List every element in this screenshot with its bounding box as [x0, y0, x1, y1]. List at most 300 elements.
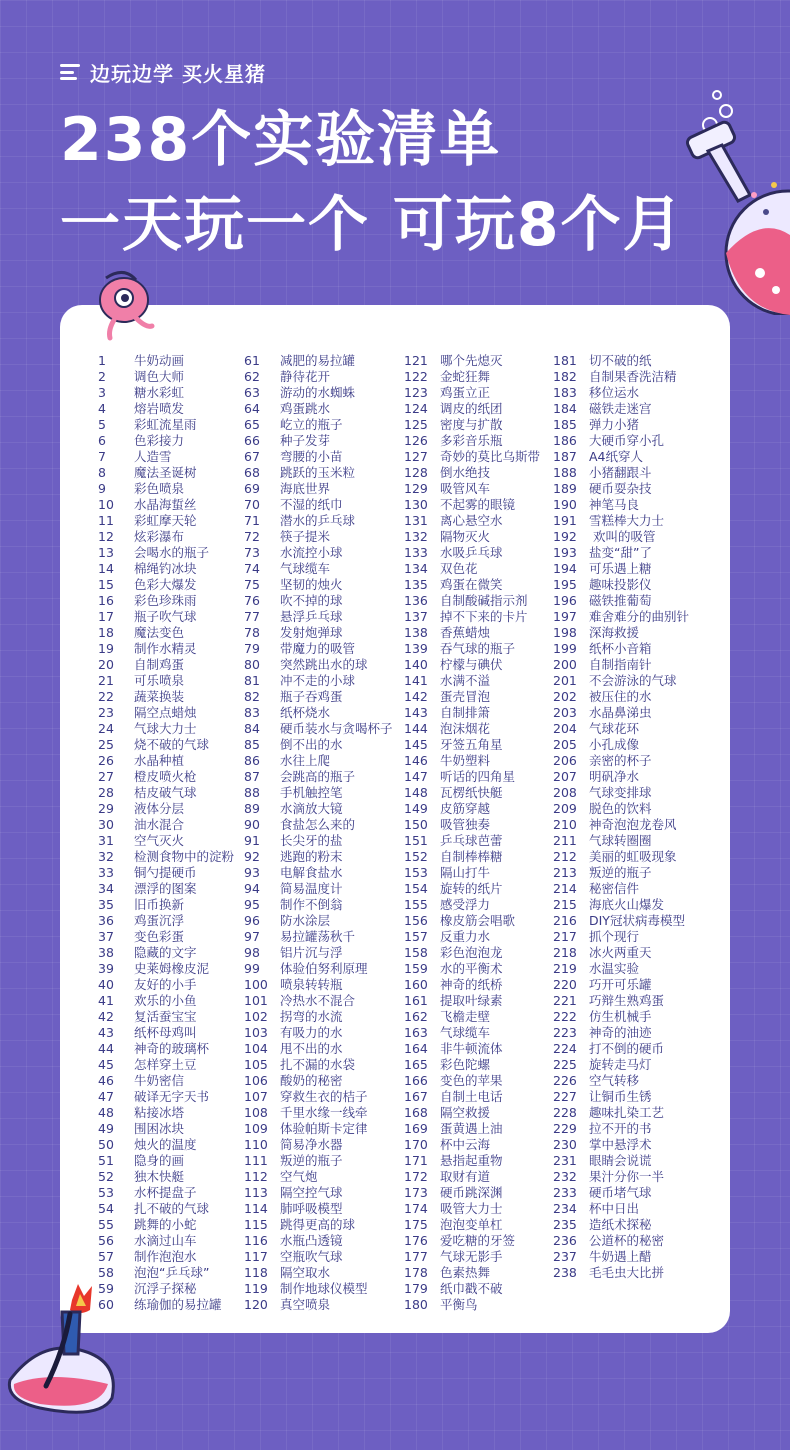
- item-number: 216: [553, 913, 577, 928]
- item-number: 48: [98, 1105, 114, 1120]
- item-number: 155: [404, 897, 428, 912]
- item-title: 泡泡“乒乓球”: [134, 1265, 210, 1280]
- item-title: 气球转圈圈: [589, 833, 652, 848]
- item-title: 杯中云海: [440, 1137, 491, 1152]
- item-number: 72: [244, 529, 260, 544]
- list-item: [404, 1105, 540, 1121]
- item-title: 橡皮筋会唱歌: [440, 913, 516, 928]
- list-item: [98, 1041, 234, 1057]
- item-number: 237: [553, 1249, 577, 1264]
- item-number: 12: [98, 529, 114, 544]
- item-number: 67: [244, 449, 260, 464]
- item-number: 173: [404, 1185, 428, 1200]
- list-item: [98, 561, 234, 577]
- list-item: [244, 417, 393, 433]
- list-item: [553, 977, 689, 993]
- list-item: [244, 753, 393, 769]
- list-item: [553, 561, 689, 577]
- item-title: 弯腰的小苗: [280, 449, 343, 464]
- list-item: [244, 913, 393, 929]
- list-item: [553, 897, 689, 913]
- item-number: 142: [404, 689, 428, 704]
- item-title: 食盐怎么来的: [280, 817, 356, 832]
- list-item: [553, 849, 689, 865]
- item-title: 铜勺提硬币: [134, 865, 197, 880]
- list-item: [98, 865, 234, 881]
- item-number: 108: [244, 1105, 268, 1120]
- item-number: 78: [244, 625, 260, 640]
- item-title: 体验伯努利原理: [280, 961, 368, 976]
- item-title: 易拉罐荡秋千: [280, 929, 356, 944]
- item-title: 千里水缘一线牵: [280, 1105, 368, 1120]
- list-item: [404, 1297, 540, 1313]
- item-title: 神笔马良: [589, 497, 640, 512]
- list-item: [244, 641, 393, 657]
- list-item: [98, 1169, 234, 1185]
- list-item: [404, 513, 540, 529]
- item-number: 80: [244, 657, 260, 672]
- list-item: [553, 833, 689, 849]
- item-title: 隐藏的文字: [134, 945, 197, 960]
- item-title: 变色的苹果: [440, 1073, 503, 1088]
- item-title: 调皮的纸团: [440, 401, 503, 416]
- item-title: 色彩大爆发: [134, 577, 197, 592]
- item-title: 自制鸡蛋: [134, 657, 185, 672]
- list-item: [98, 417, 234, 433]
- list-item: [553, 609, 689, 625]
- list-item: [244, 1281, 393, 1297]
- list-item: [404, 833, 540, 849]
- list-item: [98, 1153, 234, 1169]
- item-title: 屹立的瓶子: [280, 417, 343, 432]
- item-number: 232: [553, 1169, 577, 1184]
- item-number: 65: [244, 417, 260, 432]
- item-number: 86: [244, 753, 260, 768]
- list-item: [553, 865, 689, 881]
- list-item: [404, 529, 540, 545]
- item-title: 公道杯的秘密: [589, 1233, 665, 1248]
- item-title: 漂浮的图案: [134, 881, 197, 896]
- item-number: 112: [244, 1169, 268, 1184]
- item-number: 102: [244, 1009, 268, 1024]
- item-number: 154: [404, 881, 428, 896]
- item-title: 水滴放大镜: [280, 801, 343, 816]
- item-title: 彩虹流星雨: [134, 417, 197, 432]
- item-title: 泡泡变单杠: [440, 1217, 503, 1232]
- item-number: 106: [244, 1073, 268, 1088]
- item-number: 22: [98, 689, 114, 704]
- list-item: [553, 545, 689, 561]
- item-title: 金蛇狂舞: [440, 369, 491, 384]
- item-number: 233: [553, 1185, 577, 1200]
- item-number: 181: [553, 353, 577, 368]
- list-item: [404, 993, 540, 1009]
- item-title: 悬浮乒乓球: [280, 609, 343, 624]
- item-number: 150: [404, 817, 428, 832]
- list-item: [98, 689, 234, 705]
- list-item: [404, 977, 540, 993]
- item-number: 198: [553, 625, 577, 640]
- list-item: [98, 977, 234, 993]
- item-title: 硬币耍杂技: [589, 481, 652, 496]
- list-item: [553, 1137, 689, 1153]
- list-item: [98, 897, 234, 913]
- list-item: [404, 545, 540, 561]
- list-item: [98, 993, 234, 1009]
- item-title: 哪个先熄灭: [440, 353, 503, 368]
- list-item: [98, 1265, 234, 1281]
- list-item: [404, 1009, 540, 1025]
- item-number: 203: [553, 705, 577, 720]
- item-title: 空瓶吹气球: [280, 1249, 343, 1264]
- item-title: 自制排箫: [440, 705, 491, 720]
- item-number: 197: [553, 609, 577, 624]
- item-number: 57: [98, 1249, 114, 1264]
- item-number: 46: [98, 1073, 114, 1088]
- item-title: 鸡蛋在微笑: [440, 577, 503, 592]
- list-item: [244, 817, 393, 833]
- item-title: 甩不出的水: [280, 1041, 343, 1056]
- list-item: [404, 1121, 540, 1137]
- list-item: [553, 1009, 689, 1025]
- item-title: DIY冠状病毒模型: [589, 913, 685, 928]
- item-number: 176: [404, 1233, 428, 1248]
- item-title: 气球变排球: [589, 785, 652, 800]
- item-number: 77: [244, 609, 260, 624]
- item-title: 逃跑的粉末: [280, 849, 343, 864]
- item-number: 21: [98, 673, 114, 688]
- list-item: [404, 641, 540, 657]
- list-item: [98, 1057, 234, 1073]
- list-item: [98, 1217, 234, 1233]
- list-item: [404, 561, 540, 577]
- item-title: 秘密信件: [589, 881, 640, 896]
- list-item: [553, 353, 689, 369]
- list-item: [244, 929, 393, 945]
- item-title: 有吸力的水: [280, 1025, 343, 1040]
- list-item: [553, 945, 689, 961]
- item-title: 爱吃糖的牙签: [440, 1233, 516, 1248]
- item-number: 219: [553, 961, 577, 976]
- list-item: [404, 449, 540, 465]
- list-item: [98, 577, 234, 593]
- item-number: 81: [244, 673, 260, 688]
- item-title: 变色彩蛋: [134, 929, 185, 944]
- item-title: 酸奶的秘密: [280, 1073, 343, 1088]
- item-number: 133: [404, 545, 428, 560]
- item-title: 果汁分你一半: [589, 1169, 665, 1184]
- item-title: 趣味投影仪: [589, 577, 652, 592]
- item-number: 148: [404, 785, 428, 800]
- item-number: 60: [98, 1297, 114, 1312]
- list-item: [553, 1057, 689, 1073]
- item-number: 130: [404, 497, 428, 512]
- list-item: [553, 625, 689, 641]
- item-title: 蛋黄遇上油: [440, 1121, 503, 1136]
- item-title: 真空喷泉: [280, 1297, 331, 1312]
- list-item: [98, 737, 234, 753]
- list-item: [98, 1233, 234, 1249]
- item-title: 毛毛虫大比拼: [589, 1265, 665, 1280]
- item-number: 140: [404, 657, 428, 672]
- item-number: 110: [244, 1137, 268, 1152]
- list-item: [404, 401, 540, 417]
- item-title: 牛奶动画: [134, 353, 185, 368]
- list-item: [244, 1217, 393, 1233]
- list-item: [553, 785, 689, 801]
- item-number: 210: [553, 817, 577, 832]
- item-title: 奇妙的莫比乌斯带: [440, 449, 541, 464]
- list-item: [244, 1121, 393, 1137]
- item-title: 防水涂层: [280, 913, 331, 928]
- list-item: [244, 1025, 393, 1041]
- item-title: 熔岩喷发: [134, 401, 185, 416]
- item-title: 密度与扩散: [440, 417, 503, 432]
- item-number: 211: [553, 833, 577, 848]
- item-number: 73: [244, 545, 260, 560]
- item-number: 144: [404, 721, 428, 736]
- item-title: 炫彩瀑布: [134, 529, 185, 544]
- item-number: 227: [553, 1089, 577, 1104]
- item-number: 23: [98, 705, 114, 720]
- item-title: 水往上爬: [280, 753, 331, 768]
- item-title: 调色大师: [134, 369, 185, 384]
- list-item: [244, 1265, 393, 1281]
- list-item: [98, 465, 234, 481]
- item-title: 硬币跳深渊: [440, 1185, 503, 1200]
- item-number: 74: [244, 561, 260, 576]
- list-item: [244, 385, 393, 401]
- item-title: 蔬菜换装: [134, 689, 185, 704]
- item-number: 4: [98, 401, 106, 416]
- item-title: 气球花环: [589, 721, 640, 736]
- item-number: 125: [404, 417, 428, 432]
- item-title: 旧币换新: [134, 897, 185, 912]
- list-item: [404, 625, 540, 641]
- item-title: 移位运水: [589, 385, 640, 400]
- item-number: 44: [98, 1041, 114, 1056]
- list-item: [404, 801, 540, 817]
- item-title: 磁铁推葡萄: [589, 593, 652, 608]
- list-item: [98, 1025, 234, 1041]
- list-item: [244, 977, 393, 993]
- item-number: 187: [553, 449, 577, 464]
- item-title: 色彩接力: [134, 433, 185, 448]
- item-title: 牛奶密信: [134, 1073, 185, 1088]
- list-item: [404, 929, 540, 945]
- list-item: [244, 401, 393, 417]
- item-title: 油水混合: [134, 817, 185, 832]
- item-number: 64: [244, 401, 260, 416]
- list-item: [244, 993, 393, 1009]
- item-title: 简易温度计: [280, 881, 343, 896]
- item-title: 破译无字天书: [134, 1089, 210, 1104]
- list-item: [244, 529, 393, 545]
- list-item: [404, 1217, 540, 1233]
- item-number: 100: [244, 977, 268, 992]
- item-title: 牛奶遇上醋: [589, 1249, 652, 1264]
- item-title: 小孔成像: [589, 737, 640, 752]
- item-number: 118: [244, 1265, 268, 1280]
- list-item: [404, 961, 540, 977]
- list-item: [404, 689, 540, 705]
- list-item: [98, 1009, 234, 1025]
- list-item: [404, 577, 540, 593]
- headline-line-2: 一天玩一个 可玩8个月: [60, 190, 685, 260]
- item-number: 139: [404, 641, 428, 656]
- list-item: [98, 929, 234, 945]
- item-title: 穿救生衣的桔子: [280, 1089, 368, 1104]
- item-title: 桔皮破气球: [134, 785, 197, 800]
- item-number: 214: [553, 881, 577, 896]
- item-number: 170: [404, 1137, 428, 1152]
- item-title: 被压住的水: [589, 689, 652, 704]
- list-item: [98, 433, 234, 449]
- list-item: [553, 577, 689, 593]
- beaker-illustration: [0, 1280, 140, 1430]
- item-title: 自制指南针: [589, 657, 652, 672]
- list-item: [244, 1057, 393, 1073]
- item-number: 208: [553, 785, 577, 800]
- list-item: [553, 641, 689, 657]
- item-number: 84: [244, 721, 260, 736]
- list-item: [98, 961, 234, 977]
- list-item: [404, 609, 540, 625]
- list-item: [244, 785, 393, 801]
- item-number: 61: [244, 353, 260, 368]
- item-title: 纸巾戳不破: [440, 1281, 503, 1296]
- item-title: 彩色珍珠雨: [134, 593, 197, 608]
- list-item: [404, 753, 540, 769]
- list-item: [553, 497, 689, 513]
- item-number: 165: [404, 1057, 428, 1072]
- item-number: 132: [404, 529, 428, 544]
- list-item: [244, 545, 393, 561]
- item-number: 138: [404, 625, 428, 640]
- item-number: 37: [98, 929, 114, 944]
- item-title: 复活蚕宝宝: [134, 1009, 197, 1024]
- item-number: 179: [404, 1281, 428, 1296]
- list-item: [244, 1153, 393, 1169]
- item-title: 不起雾的眼镜: [440, 497, 516, 512]
- list-item: [244, 561, 393, 577]
- item-title: 水瓶凸透镜: [280, 1233, 343, 1248]
- item-number: 199: [553, 641, 577, 656]
- list-item: [244, 673, 393, 689]
- list-item: [244, 1105, 393, 1121]
- item-number: 42: [98, 1009, 114, 1024]
- list-item: [244, 833, 393, 849]
- list-item: [244, 1169, 393, 1185]
- list-item: [404, 417, 540, 433]
- list-item: [244, 737, 393, 753]
- item-title: 眼睛会说谎: [589, 1153, 652, 1168]
- item-title: 弹力小猪: [589, 417, 640, 432]
- item-number: 62: [244, 369, 260, 384]
- item-title: 减肥的易拉罐: [280, 353, 356, 368]
- item-number: 156: [404, 913, 428, 928]
- item-number: 141: [404, 673, 428, 688]
- item-number: 121: [404, 353, 428, 368]
- list-item: [98, 833, 234, 849]
- item-title: 隔空救援: [440, 1105, 491, 1120]
- item-number: 128: [404, 465, 428, 480]
- item-number: 98: [244, 945, 260, 960]
- list-item: [98, 1121, 234, 1137]
- item-number: 183: [553, 385, 577, 400]
- list-item: [404, 1265, 540, 1281]
- item-title: 彩色陀螺: [440, 1057, 491, 1072]
- item-title: 水吸乒乓球: [440, 545, 503, 560]
- item-number: 94: [244, 881, 260, 896]
- item-number: 103: [244, 1025, 268, 1040]
- list-item: [553, 1105, 689, 1121]
- item-title: 自制果香洗洁精: [589, 369, 677, 384]
- item-number: 40: [98, 977, 114, 992]
- item-title: 造纸术探秘: [589, 1217, 652, 1232]
- item-title: 会跳高的瓶子: [280, 769, 356, 784]
- list-item: [553, 1217, 689, 1233]
- item-title: 欢乐的小鱼: [134, 993, 197, 1008]
- list-item: [244, 721, 393, 737]
- item-number: 15: [98, 577, 114, 592]
- list-item: [553, 513, 689, 529]
- item-title: 旋转的纸片: [440, 881, 503, 896]
- list-item: [553, 1073, 689, 1089]
- item-title: 硬币装水与贪喝杯子: [280, 721, 393, 736]
- item-number: 182: [553, 369, 577, 384]
- list-item: [404, 1153, 540, 1169]
- item-number: 200: [553, 657, 577, 672]
- item-number: 32: [98, 849, 114, 864]
- item-number: 184: [553, 401, 577, 416]
- list-item: [244, 657, 393, 673]
- item-number: 224: [553, 1041, 577, 1056]
- item-title: 潜水的乒乓球: [280, 513, 356, 528]
- list-item: [404, 481, 540, 497]
- item-title: 空气炮: [280, 1169, 318, 1184]
- list-item: [244, 465, 393, 481]
- item-title: 叛逆的瓶子: [589, 865, 652, 880]
- item-title: 隔空取水: [280, 1265, 331, 1280]
- item-title: 瓶子吹气球: [134, 609, 197, 624]
- list-item: [404, 1281, 540, 1297]
- item-number: 201: [553, 673, 577, 688]
- item-title: 手机触控笔: [280, 785, 343, 800]
- list-item: [98, 1185, 234, 1201]
- list-item: [244, 1297, 393, 1313]
- item-number: 17: [98, 609, 114, 624]
- item-title: 提取叶绿素: [440, 993, 503, 1008]
- item-title: 悬指起重物: [440, 1153, 503, 1168]
- item-title: 烧不破的气球: [134, 737, 210, 752]
- item-title: 倒水绝技: [440, 465, 491, 480]
- item-title: 沉浮子探秘: [134, 1281, 197, 1296]
- list-item: [98, 1137, 234, 1153]
- item-title: 拐弯的水流: [280, 1009, 343, 1024]
- item-number: 91: [244, 833, 260, 848]
- item-title: 粘接冰塔: [134, 1105, 185, 1120]
- list-item: [244, 353, 393, 369]
- item-title: 吞气球的瓶子: [440, 641, 516, 656]
- item-title: 乒乓球芭蕾: [440, 833, 503, 848]
- item-title: 脱色的饮料: [589, 801, 652, 816]
- list-column-4: [553, 353, 689, 1281]
- list-item: [98, 705, 234, 721]
- item-title: 自制棒棒糖: [440, 849, 503, 864]
- list-item: [553, 657, 689, 673]
- item-title: 隔物灭火: [440, 529, 491, 544]
